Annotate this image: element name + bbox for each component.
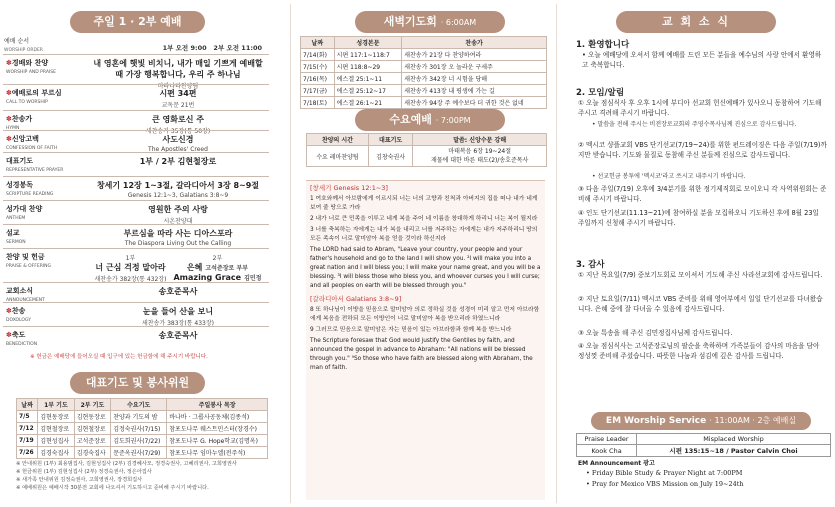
welcome-text: • 오늘 예배당에 오셔서 함께 예배를 드린 모든 분들을 예수님의 사랑 안에서 환영하고 축복합니다. bbox=[582, 51, 822, 69]
service-time-2: 2부 오전 11:00 bbox=[213, 44, 262, 52]
em-service-title: EM Worship Service bbox=[605, 416, 707, 426]
prayer-cell: 김정숙권사(7/15) bbox=[111, 423, 167, 435]
prayer-cell: 김현철장로 bbox=[74, 423, 111, 435]
service-item-name-en: BENEDICTION bbox=[6, 342, 38, 347]
prayer-column-header: 2부 기도 bbox=[74, 399, 111, 411]
table-row bbox=[301, 73, 547, 85]
service-item-detail: The Diaspora Living Out the Calling bbox=[124, 240, 232, 247]
service-item bbox=[3, 248, 269, 282]
service-item-name-text: 예배로의 부르심 bbox=[11, 89, 62, 97]
service-item-name bbox=[6, 306, 88, 316]
section-welcome: 1. 환영합니다 bbox=[576, 40, 630, 50]
service-item-name bbox=[6, 330, 88, 340]
worship-title-banner bbox=[70, 11, 205, 33]
prayer-cell: 문준옥권사(7/29) bbox=[111, 447, 167, 459]
prayer-cell: 김경숙집사 bbox=[74, 447, 111, 459]
offering-part-2-title: 은혜 bbox=[186, 263, 203, 272]
table-row bbox=[17, 423, 268, 435]
service-item-content bbox=[91, 306, 265, 327]
notice-2: ② 멕시코 샹플교회 VBS 단기선교(7/19~24)를 위한 펀드레이징은 다음 주일(7/19)까지만 받습니다. 기도와 물질로 동참해 주신 분들께 진심으로 감사드립니다. bbox=[578, 141, 827, 159]
service-item bbox=[3, 176, 269, 200]
service-item-main: 사도신경 bbox=[162, 135, 194, 144]
prayer-cell: 참포도나무 웨스트민스터(장경수) bbox=[167, 423, 268, 435]
footnote: ※ 예배위원은 예배시작 30분전 교회에 나오셔서 기도하시고 준비해 주시기 바랍니다. bbox=[16, 485, 209, 491]
service-item bbox=[3, 302, 269, 326]
prayer-and-scripture-column bbox=[300, 0, 547, 507]
service-item-name bbox=[6, 252, 88, 262]
genesis-verse: 3 너를 축복하는 자에게는 내가 복을 내리고 너를 저주하는 자에게는 내가 저주하리니 땅의 모든 족속이 너로 말미암아 복을 얻을 것이라 하신지라 bbox=[310, 227, 538, 242]
table-row bbox=[301, 61, 547, 73]
service-item bbox=[3, 282, 269, 302]
service-item-content bbox=[91, 88, 265, 109]
service-item-label bbox=[6, 114, 88, 131]
prayer-cell: 7/12 bbox=[17, 423, 38, 435]
prayer-table-wrap bbox=[16, 398, 268, 459]
service-item-label bbox=[6, 156, 88, 173]
thanks-4: ④ 오늘 점심식사는 고석준장로님의 팔순을 축하하며 가족분들이 감사의 마음을 담아 정성껏 준비해 주셨습니다. 따뜻한 나눔과 섬김에 깊은 감사를 드립니다. bbox=[578, 342, 820, 360]
service-item-detail: 새찬송가 35장(통 50장) bbox=[145, 128, 211, 135]
required-mark: ✽ bbox=[6, 331, 12, 339]
genesis-english: The LORD had said to Abram, "Leave your country, your people and your father's household and go to the land I will show you. ²I will make you into a great nation and I will bless you; I will make your name great, and you will be a blessing. ³I will bless those who bless you, and whoever curses you I will curse; and all peoples on earth will be blessed through you." bbox=[310, 247, 541, 289]
service-item bbox=[3, 200, 269, 224]
service-item-name-text: 찬양 및 헌금 bbox=[6, 253, 45, 261]
offering-content bbox=[91, 252, 265, 283]
section-notices: 2. 모임/알림 bbox=[576, 88, 625, 98]
offering-part-2-label: 2부 bbox=[212, 255, 223, 262]
service-item-name-en: PRAISE & OFFERING bbox=[6, 264, 52, 269]
prayer-column-header: 수요기도 bbox=[111, 399, 167, 411]
thanks-2: ② 지난 토요일(7/11) 멕시코 VBS 준비를 위해 영어부에서 일일 단기선교를 다녀왔습니다. 은혜 중에 잘 다녀올 수 있음에 감사드립니다. bbox=[578, 295, 823, 313]
em-announcement-1: • Friday Bible Study & Prayer Night at 7:00PM bbox=[586, 469, 743, 477]
service-item-content bbox=[91, 286, 265, 297]
prayer-cell: 7/5 bbox=[17, 411, 38, 423]
service-item-name bbox=[6, 180, 88, 190]
service-item bbox=[3, 152, 269, 176]
galatians-verse: 8 또 하나님이 이방을 믿음으로 말미암아 의로 정하실 것을 성경이 미리 알고 먼저 아브라함에게 복음을 전하되 모든 이방인이 너로 말미암아 복을 받으리라 하였느니라 bbox=[310, 307, 540, 322]
dawn-table-header bbox=[301, 37, 547, 49]
service-item-label bbox=[6, 58, 88, 75]
prayer-cell: 참포도나무 임마누엘(전주석) bbox=[167, 447, 268, 459]
prayer-column-header: 날짜 bbox=[17, 399, 38, 411]
dawn-cell: 새찬송가 301장 오 놀라운 구세주 bbox=[402, 61, 547, 73]
wednesday-column-header: 찬양의 시간 bbox=[307, 134, 369, 146]
offering-part-1 bbox=[95, 252, 167, 283]
dawn-cell: 시편 117:1~118:7 bbox=[334, 49, 402, 61]
table-row bbox=[17, 435, 268, 447]
offering-part-1-hymn: 새찬송가 382장(통 432장) bbox=[94, 276, 167, 283]
service-item-main: 부르심을 따라 사는 디아스포라 bbox=[123, 229, 233, 238]
service-item-name bbox=[6, 134, 88, 144]
service-item-content bbox=[91, 330, 265, 341]
em-announcement-title: EM Announcement 광고 bbox=[578, 460, 655, 467]
service-item-content bbox=[91, 228, 265, 247]
service-item-name bbox=[6, 228, 88, 238]
prayer-cell: 7/19 bbox=[17, 435, 38, 447]
service-item-detail: The Apostles' Creed bbox=[148, 146, 208, 153]
dawn-column-header: 찬송가 bbox=[402, 37, 547, 49]
wednesday-title: 수요예배 bbox=[389, 113, 432, 126]
service-item-detail: 새찬송가 383장(통 433장) bbox=[142, 320, 214, 327]
service-item bbox=[3, 110, 269, 135]
service-item-name bbox=[6, 286, 88, 296]
wednesday-time: · 7:00PM bbox=[435, 116, 471, 125]
order-label: 예배 순서 bbox=[4, 38, 30, 45]
service-item bbox=[3, 84, 269, 110]
genesis-verse: 1 여호와께서 아브람에게 이르시되 너는 너의 고향과 친척과 아버지의 집을 떠나 내가 네게 보여 줄 땅으로 가라 bbox=[310, 196, 538, 211]
service-item-main: 눈을 들어 산을 보니 bbox=[142, 307, 214, 316]
notice-1-sub: • 말씀을 전해 주시는 비전장로교회의 주영수목사님께 진심으로 감사드립니다. bbox=[592, 121, 797, 128]
service-item-content bbox=[91, 156, 265, 167]
dawn-cell: 새찬송가 21장 다 찬양하여라 bbox=[402, 49, 547, 61]
order-label-en: WORSHIP ORDER bbox=[4, 48, 43, 53]
galatians-reference: [갈라디아서 Galatians 3:8~9] bbox=[310, 295, 402, 303]
service-item-label bbox=[6, 134, 88, 151]
service-item-name-en: CONFESSION OF FAITH bbox=[6, 146, 58, 151]
em-announcement-2: • Pray for Mexico VBS Mission on July 19~24th bbox=[586, 480, 744, 488]
service-item bbox=[3, 54, 269, 90]
dawn-column-header: 날짜 bbox=[301, 37, 335, 49]
service-item-name-en: SCRIPTURE READING bbox=[6, 192, 54, 197]
wed-prayer-leader: 김창숙권사 bbox=[368, 146, 412, 167]
wednesday-table-wrap bbox=[306, 133, 547, 167]
service-item-detail: 마라나타찬양팀 bbox=[157, 83, 199, 90]
service-item-name-en: SERMON bbox=[6, 240, 26, 245]
dawn-prayer-table bbox=[300, 36, 547, 109]
section-thanks: 3. 감사 bbox=[576, 260, 605, 270]
dawn-cell: 에스겔 25:12~17 bbox=[334, 85, 402, 97]
required-mark: ✽ bbox=[6, 59, 12, 67]
prayer-title-banner bbox=[70, 372, 205, 394]
service-item-label bbox=[6, 330, 88, 347]
service-item-name-text: 찬송 bbox=[11, 307, 26, 315]
footnote: ※ 안내위원 (1부) 최용범집사, 김현성집사 (2부) 김경혜사모, 정경숙권사, 고혜리권사, 고희영권사 bbox=[16, 461, 237, 467]
galatians-korean bbox=[310, 306, 541, 335]
dawn-prayer-banner bbox=[355, 11, 505, 33]
prayer-cell: 7/26 bbox=[17, 447, 38, 459]
prayer-table bbox=[16, 398, 268, 459]
table-row bbox=[307, 146, 547, 167]
footnote: ※ 헌금위원 (1부) 김현성집사 (2부) 정경숙권사, 정은아집사 bbox=[16, 469, 152, 475]
wednesday-table bbox=[306, 133, 547, 167]
table-row bbox=[577, 445, 831, 457]
table-row bbox=[301, 49, 547, 61]
offering-part-2-title-line bbox=[173, 262, 261, 273]
dawn-cell: 새찬송가 413장 내 평생에 가는 길 bbox=[402, 85, 547, 97]
service-item-name-text: 설교 bbox=[6, 229, 20, 237]
column-divider bbox=[556, 4, 557, 503]
dawn-cell: 새찬송가 94장 주 예수보다 더 귀한 것은 없네 bbox=[402, 97, 547, 109]
prayer-cell: 참포도나무 G. Hope학교(김명옥) bbox=[167, 435, 268, 447]
service-item-content bbox=[91, 180, 265, 199]
service-item bbox=[3, 130, 269, 152]
service-times bbox=[163, 43, 262, 52]
dawn-cell: 7/17(금) bbox=[301, 85, 335, 97]
wed-word-topic: 재물에 대한 바른 태도(2)/송호준목사 bbox=[430, 157, 529, 164]
required-mark: ✽ bbox=[6, 135, 12, 143]
service-item-name-text: 교회소식 bbox=[6, 287, 34, 295]
service-item-main: 창세기 12장 1~3절, 갈라디아서 3장 8~9절 bbox=[96, 181, 260, 190]
required-mark: ✽ bbox=[6, 115, 12, 123]
dawn-prayer-time: · 6:00AM bbox=[440, 18, 477, 27]
em-service-banner bbox=[591, 412, 811, 430]
service-item-name bbox=[6, 156, 88, 166]
em-service-time: · 11:00AM · 2층 예배실 bbox=[709, 416, 797, 425]
service-item-label bbox=[6, 228, 88, 245]
em-sermon-text: 시편 135:15~18 / Pastor Calvin Choi bbox=[637, 445, 831, 457]
dawn-prayer-title: 새벽기도회 bbox=[383, 15, 437, 28]
service-item-name-en: REPRESENTATIVE PRAYER bbox=[6, 168, 64, 173]
service-item-label bbox=[6, 180, 88, 197]
wednesday-column-header: 대표기도 bbox=[368, 134, 412, 146]
wed-praise-team: 수요 레마찬양팀 bbox=[307, 146, 369, 167]
service-item-name-en: ANNOUNCEMENT bbox=[6, 298, 45, 303]
service-item-main: 큰 영화로신 주 bbox=[152, 115, 204, 124]
required-mark: ✽ bbox=[6, 307, 12, 315]
service-item-name-text: 대표기도 bbox=[6, 157, 34, 165]
prayer-cell: 김현동장로 bbox=[74, 411, 111, 423]
service-item bbox=[3, 326, 269, 346]
church-news-column bbox=[566, 0, 835, 507]
service-item-detail: 교독문 21번 bbox=[161, 102, 195, 109]
prayer-column-header: 주일봉사 목장 bbox=[167, 399, 268, 411]
news-title: 교 회 소 식 bbox=[662, 15, 730, 28]
prayer-cell: 김경숙집사 bbox=[38, 447, 75, 459]
wednesday-table-header bbox=[307, 134, 547, 146]
em-service-table bbox=[576, 433, 831, 457]
dawn-cell: 시편 118:8~29 bbox=[334, 61, 402, 73]
thanks-1: ① 지난 목요일(7/9) 중보기도회로 모이셔서 기도해 주신 사라선교회에 감사드립니다. bbox=[578, 271, 823, 279]
dawn-cell: 새찬송가 342장 너 시험을 당해 bbox=[402, 73, 547, 85]
offering-part-2 bbox=[173, 252, 261, 283]
service-item-main: 시편 34편 bbox=[159, 89, 197, 98]
service-item-name-text: 경배와 찬양 bbox=[11, 59, 49, 67]
thanks-3: ③ 오늘 특송을 해 주신 김민정집사님께 감사드립니다. bbox=[578, 329, 733, 337]
prayer-cell: 김현성집사 bbox=[38, 435, 75, 447]
table-row bbox=[577, 434, 831, 445]
service-item-name-text: 찬송가 bbox=[11, 115, 33, 123]
service-item-name-text: 성가대 찬양 bbox=[6, 205, 43, 213]
service-item-name-en: CALL TO WORSHIP bbox=[6, 100, 48, 105]
service-item-name-en: DOXOLOGY bbox=[6, 318, 31, 323]
prayer-cell: 바나바 · 그룹사공동체(김종석) bbox=[167, 411, 268, 423]
service-item-detail: Genesis 12:1~3, Galatians 3:8~9 bbox=[127, 192, 229, 199]
notice-4: ④ 인도 단기선교(11.13~21)에 참여하실 분을 모집하오니 기도하신 후에 8월 23일 주일까지 신청해 주시기 바랍니다. bbox=[578, 209, 819, 227]
service-item-name bbox=[6, 114, 88, 124]
column-divider bbox=[290, 4, 291, 503]
service-item-name-en: WORSHIP AND PRAISE bbox=[6, 70, 56, 75]
dawn-cell: 에스겔 26:1~21 bbox=[334, 97, 402, 109]
wed-word bbox=[413, 146, 547, 167]
dawn-column-header: 성경본문 bbox=[334, 37, 402, 49]
worship-footnotes bbox=[16, 460, 268, 492]
offering-note: ※ 헌금은 예배당에 들어오실 때 입구에 있는 헌금함에 해 주시기 바랍니다. bbox=[30, 354, 208, 360]
genesis-reference: [창세기 Genesis 12:1~3] bbox=[310, 184, 388, 192]
genesis-korean bbox=[310, 195, 541, 244]
worship-order-column bbox=[0, 0, 272, 507]
table-row bbox=[17, 411, 268, 423]
prayer-title: 대표기도 및 봉사위원 bbox=[85, 376, 190, 389]
dawn-cell: 7/15(수) bbox=[301, 61, 335, 73]
service-item-main: 영원한 주의 사랑 bbox=[148, 205, 208, 214]
wednesday-column-header: 말씀: 신앙수문 강해 bbox=[413, 134, 547, 146]
service-item-main: 1부 / 2부 김현철장로 bbox=[139, 157, 217, 166]
prayer-cell: 김도희권사(7/22) bbox=[111, 435, 167, 447]
prayer-cell: 김현동장로 bbox=[38, 411, 75, 423]
news-banner bbox=[616, 11, 776, 33]
offering-part-1-title: 너 근심 걱정 말아라 bbox=[95, 263, 166, 272]
required-mark: ✽ bbox=[6, 89, 12, 97]
service-item-main: 송호준목사 bbox=[158, 287, 198, 296]
prayer-cell: 고석준장로 bbox=[74, 435, 111, 447]
worship-order-header bbox=[4, 36, 268, 53]
footnote: ※ 새가족 안내위원 김정숙권사, 고희영권사, 장경희집사 bbox=[16, 477, 143, 483]
service-item-name-en: ANTHEM bbox=[6, 216, 26, 221]
wed-word-text: 마태복음 6장 19~24절 bbox=[448, 148, 512, 155]
dawn-cell: 에스겔 25:1~11 bbox=[334, 73, 402, 85]
service-time-1: 1부 오전 9:00 bbox=[162, 44, 207, 52]
service-item-label bbox=[6, 88, 88, 105]
notice-2-sub: • 선교헌금 봉투에 '멕시코'라고 쓰시고 내주시기 바랍니다. bbox=[592, 173, 746, 180]
offering-part-1-label: 1부 bbox=[125, 255, 136, 262]
worship-title: 주일 1 · 2부 예배 bbox=[93, 15, 182, 28]
service-item-name-text: 축도 bbox=[11, 331, 26, 339]
wednesday-banner bbox=[355, 109, 505, 131]
table-row bbox=[301, 97, 547, 109]
dawn-cell: 7/14(화) bbox=[301, 49, 335, 61]
offering-part-2-sub: 고석준장로 부부 bbox=[205, 265, 249, 272]
service-item-detail: 시온찬양대 bbox=[163, 218, 193, 225]
em-praise-leader-name: Kook Cha bbox=[577, 445, 637, 457]
em-praise-leader-label: Praise Leader bbox=[577, 434, 637, 445]
service-item-name-text: 신앙고백 bbox=[11, 135, 39, 143]
galatians-verse: 9 그러므로 믿음으로 말미암은 자는 믿음이 있는 아브라함과 함께 복을 받느니라 bbox=[310, 327, 512, 333]
service-item-content bbox=[91, 134, 265, 153]
genesis-verse: 2 내가 너로 큰 민족을 이루고 네게 복을 주어 네 이름을 창대하게 하리니 너는 복이 될지라 bbox=[310, 216, 538, 222]
prayer-cell: 찬양과 기도의 밤 bbox=[111, 411, 167, 423]
dawn-table-wrap bbox=[300, 36, 547, 109]
service-item-main: 내 영혼에 햇빛 비치니, 내가 매일 기쁘게 예배할 때 가장 행복합니다, 우리 주 하나님 bbox=[93, 59, 263, 79]
scripture-box bbox=[306, 180, 545, 500]
service-item-name bbox=[6, 58, 88, 68]
service-item-label bbox=[6, 306, 88, 323]
offering-part-2-en-title: Amazing Grace bbox=[173, 273, 242, 282]
service-item-name bbox=[6, 88, 88, 98]
service-item-main: 송호준목사 bbox=[158, 331, 198, 340]
service-item-label bbox=[6, 252, 88, 269]
em-table-wrap bbox=[576, 433, 831, 457]
service-item-name-en: HYMN bbox=[6, 126, 20, 131]
service-item-label bbox=[6, 204, 88, 221]
dawn-cell: 7/16(목) bbox=[301, 73, 335, 85]
offering-part-2-singer: 김민정 bbox=[244, 275, 262, 282]
prayer-cell: 김현철장로 bbox=[38, 423, 75, 435]
service-item bbox=[3, 224, 269, 248]
prayer-column-header: 1부 기도 bbox=[38, 399, 75, 411]
service-item-name-text: 성경봉독 bbox=[6, 181, 34, 189]
service-item-content bbox=[91, 204, 265, 225]
table-row bbox=[17, 447, 268, 459]
notice-1: ① 오늘 점심식사 후 오후 1시에 부디아 선교회 헌신예배가 있사오니 동참하여 기도해 주시고 격려해 주시기 바랍니다. bbox=[578, 99, 822, 117]
prayer-table-header bbox=[17, 399, 268, 411]
service-item-name bbox=[6, 204, 88, 214]
notice-3: ③ 다음 주일(7/19) 오후에 3/4분기를 위한 정기제직회로 모이오니 각 사역위원회는 준비해 주시기 바랍니다. bbox=[578, 185, 827, 203]
table-row bbox=[301, 85, 547, 97]
service-item-label bbox=[6, 286, 88, 303]
galatians-english: The Scripture foresaw that God would justify the Gentiles by faith, and announced the gospel in advance to Abraham: "All nations will be blessed through you." ⁹So those who have faith are blessed along with Abraham, the man of faith. bbox=[310, 338, 533, 371]
offering-part-2-en-line bbox=[173, 273, 261, 282]
dawn-cell: 7/18(토) bbox=[301, 97, 335, 109]
em-sermon-title: Misplaced Worship bbox=[637, 434, 831, 445]
